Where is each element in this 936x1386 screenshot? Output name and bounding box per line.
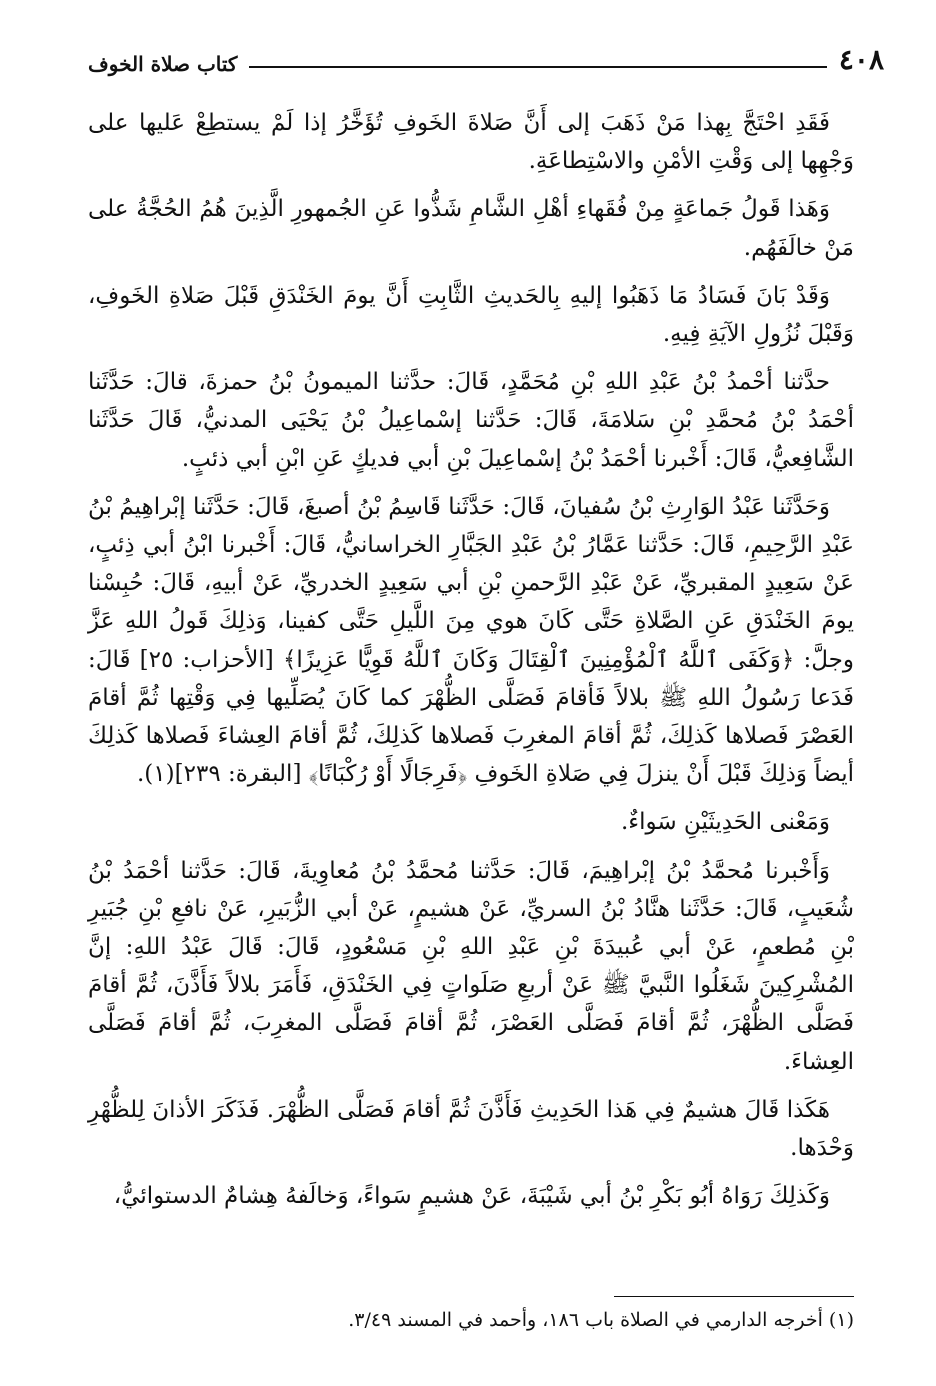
main-text: [88, 104, 854, 1225]
page-number: ٤٠٨: [838, 43, 884, 76]
paragraph: وَقَدْ بَانَ فَسَادُ مَا ذَهَبُوا إليهِ بِالحَديثِ الثَّابِتِ أَنَّ يومَ الخَنْدَقِ قَبْلَ صَلاةِ الخَوفِ، وَقَبْلَ نُزُولِ الآيَةِ فِيهِ.: [88, 282, 854, 348]
paragraph: وَأَخْبرنا مُحمَّدُ بْنُ إبْراهِيمَ، قَالَ: حَدَّثنا مُحمَّدُ بْنُ مُعاوِيةَ، قَالَ: حَدَّثنا أحْمَدُ بْنُ شُعَيبٍ، قَالَ: حَدَّثَنا هنَّادُ بْنُ السريِّ، عَنْ هشيمٍ، عَنْ أبي الزُّبَيرِ، عَنْ نافعِ بْنِ جُبَيرِ بْنِ مُطعمٍ، عَنْ أبي عُبيدَةَ بْنِ عَبْدِ اللهِ بْنِ مَسْعُودٍ، قَالَ: قَالَ عَبْدُ اللهِ: إنَّ المُشْرِكِينَ شَغَلُوا النَّبيَّ ﷺ عَنْ أربعِ صَلَواتٍ فِي الخَنْدَقِ، فَأَمَرَ بلالاً فَأَذَّنَ، ثُمَّ أقامَ فَصَلَّى الظُّهْرَ، ثُمَّ أقامَ فَصَلَّى العَصْرَ، ثُمَّ أقامَ فَصَلَّى المغرِبَ، ثُمَّ أقامَ فَصَلَّى العِشاءَ.: [88, 857, 854, 1075]
paragraph: حدَّثنا أحْمدُ بْنُ عَبْدِ اللهِ بْنِ مُحَمَّدٍ، قَالَ: حدَّثنا الميمونُ بْنُ حمزةَ، قالَ: حَدَّثَنا أحْمَدُ بْنُ مُحمَّدِ بْنِ سَلامَةَ، قَالَ: حَدَّثنا إسْماعِيلُ بْنُ يَحْيَى المدنيُّ، قَالَ حَدَّثَنا الشَّافِعيُّ، قَالَ: أَخْبرنا أحْمَدُ بْنُ إسْماعِيلَ بْنِ أبي فديكٍ عَنِ ابْنِ أبي ذئبٍ.: [88, 369, 854, 472]
footnote-separator: [614, 1296, 854, 1297]
footnote: (١) أخرجه الدارمي في الصلاة باب ١٨٦، وأحمد في المسند ٣/٤٩.: [348, 1309, 854, 1331]
header-rule: [249, 66, 826, 68]
paragraph: هَكَذا قَالَ هشيمٌ فِي هَذا الحَدِيثِ فَأَذَّنَ ثُمَّ أقامَ فَصَلَّى الظُّهْرَ. فَذَكَرَ الأذانَ لِلظُّهْرِ وَحْدَها.: [88, 1096, 854, 1162]
paragraph: فَقَدِ احْتَجَّ بِهذا مَنْ ذَهَبَ إلى أَنَّ صَلاةَ الخَوفِ تُؤَخَّرُ إذا لَمْ يستطِعْ عَليها على وَجْهِها إلى وَقْتِ الأمْنِ والاسْتِطاعَةِ.: [88, 110, 854, 175]
paragraph: وَكَذلِكَ رَوَاهُ أبُو بَكْرِ بْنُ أبي شَيْبَةَ، عَنْ هشيمٍ سَواءً، وَخالَفهُ هِشامٌ الدستوائيُّ،: [113, 1183, 830, 1210]
paragraph: وَهَذا قَولُ جَماعَةٍ مِنْ فُقَهاءِ أهْلِ الشَّامِ شَذُّوا عَنِ الجُمهورِ الَّذِينَ هُمُ الحُجَّةُ على مَنْ خالَفَهُم.: [88, 196, 854, 261]
running-header: [88, 34, 884, 74]
paragraph: وَحَدَّثَنا عَبْدُ الوَارِثِ بْنُ سُفيانَ، قَالَ: حَدَّثَنا قَاسِمُ بْنُ أصبغَ، قَالَ: حَدَّثَنا إبْراهِيمُ بْنُ عَبْدِ الرَّحِيمِ، قَالَ: حَدَّثنا عَمَّارُ بْنُ عَبْدِ الجَبَّارِ الخراسانيُّ، قَالَ: أَخْبرنا ابْنُ أبي ذِئبٍ، عَنْ سَعِيدٍ المقبريِّ، عَنْ عَبْدِ الرَّحمنِ بْنِ أبي سَعِيدٍ الخدريِّ، عَنْ أبيهِ، قَالَ: حُبِسْنا يومَ الخَنْدَقِ عَنِ الصَّلاةِ حَتَّى كَانَ هوي مِنَ اللَّيلِ حَتَّى كفينا، وَذلِكَ قَولُ اللهِ عَزَّ وجلَّ: ﴿وَكَفَى ٱللَّهُ ٱلْمُؤْمِنِينَ ٱلْقِتَالَ وَكَانَ ٱللَّهُ قَوِيًّا عَزِيزًا﴾ [الأحزاب: ٢٥] قَالَ: فَدَعا رَسُولُ اللهِ ﷺ بلالاً فَأقامَ فَصَلَّى الظُّهْرَ كما كَانَ يُصَلِّيها فِي وَقْتِها ثُمَّ أقامَ العَصْرَ فَصلاها كَذلِكَ، ثُمَّ أقامَ المغرِبَ فَصلاها كَذلِكَ، ثُمَّ أقامَ العِشاءَ فَصلاها كَذلِكَ أيضاً وَذلِكَ قَبْلَ أَنْ ينزلَ فِي صَلاةِ الخَوفِ ﴿فَرِجَالًا أَوْ رُكْبَانًا﴾ [البقرة: ٢٣٩](١).: [88, 493, 854, 788]
paragraph: وَمَعْنى الحَدِيثَيْنِ سَواءٌ.: [620, 809, 830, 836]
chapter-title: كتاب صلاة الخوف: [88, 52, 238, 76]
